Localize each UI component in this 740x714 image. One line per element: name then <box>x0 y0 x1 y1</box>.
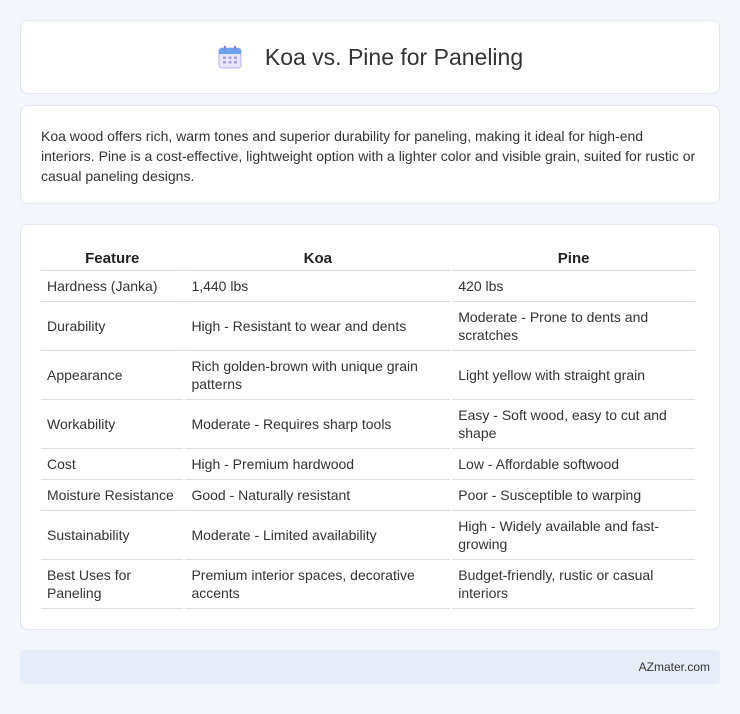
pine-cell: Poor - Susceptible to warping <box>452 480 695 511</box>
koa-cell: Premium interior spaces, decorative accents <box>185 560 450 609</box>
koa-cell: Moderate - Requires sharp tools <box>185 400 450 449</box>
koa-cell: 1,440 lbs <box>185 271 450 302</box>
comparison-table <box>39 245 697 609</box>
intro-card <box>20 105 720 204</box>
koa-cell: Moderate - Limited availability <box>185 511 450 560</box>
table-row <box>41 351 695 400</box>
feature-cell: Best Uses for Paneling <box>41 560 183 609</box>
feature-cell: Workability <box>41 400 183 449</box>
page-title: Koa vs. Pine for Paneling <box>264 43 524 70</box>
intro-text: Koa wood offers rich, warm tones and superior durability for paneling, making it ideal for high-end interiors. Pine is a cost-effective, lightweight option with a lighter color and visible grain, suited for rustic or casual paneling designs. <box>41 128 696 184</box>
koa-cell: High - Premium hardwood <box>185 449 450 480</box>
column-header-feature: Feature <box>41 245 183 271</box>
table-row <box>41 400 695 449</box>
table-row <box>41 271 695 302</box>
koa-cell: Good - Naturally resistant <box>185 480 450 511</box>
pine-cell: Budget-friendly, rustic or casual interiors <box>452 560 695 609</box>
title-card <box>20 20 720 94</box>
column-header-koa: Koa <box>185 245 450 271</box>
comparison-card <box>20 224 720 630</box>
pine-cell: Easy - Soft wood, easy to cut and shape <box>452 400 695 449</box>
column-header-pine: Pine <box>452 245 695 271</box>
koa-cell: Rich golden-brown with unique grain patterns <box>185 351 450 400</box>
table-header-row <box>41 245 695 271</box>
footer-brand: AZmater.com <box>638 660 710 674</box>
footer <box>20 650 720 684</box>
table-row <box>41 480 695 511</box>
feature-cell: Moisture Resistance <box>41 480 183 511</box>
feature-cell: Hardness (Janka) <box>41 271 183 302</box>
table-row <box>41 511 695 560</box>
feature-cell: Sustainability <box>41 511 183 560</box>
pine-cell: High - Widely available and fast-growing <box>452 511 695 560</box>
feature-cell: Durability <box>41 302 183 351</box>
pine-cell: 420 lbs <box>452 271 695 302</box>
pine-cell: Moderate - Prone to dents and scratches <box>452 302 695 351</box>
table-row <box>41 449 695 480</box>
pine-cell: Light yellow with straight grain <box>452 351 695 400</box>
calendar-icon <box>217 44 243 70</box>
feature-cell: Cost <box>41 449 183 480</box>
table-row <box>41 302 695 351</box>
koa-cell: High - Resistant to wear and dents <box>185 302 450 351</box>
table-row <box>41 560 695 609</box>
pine-cell: Low - Affordable softwood <box>452 449 695 480</box>
feature-cell: Appearance <box>41 351 183 400</box>
